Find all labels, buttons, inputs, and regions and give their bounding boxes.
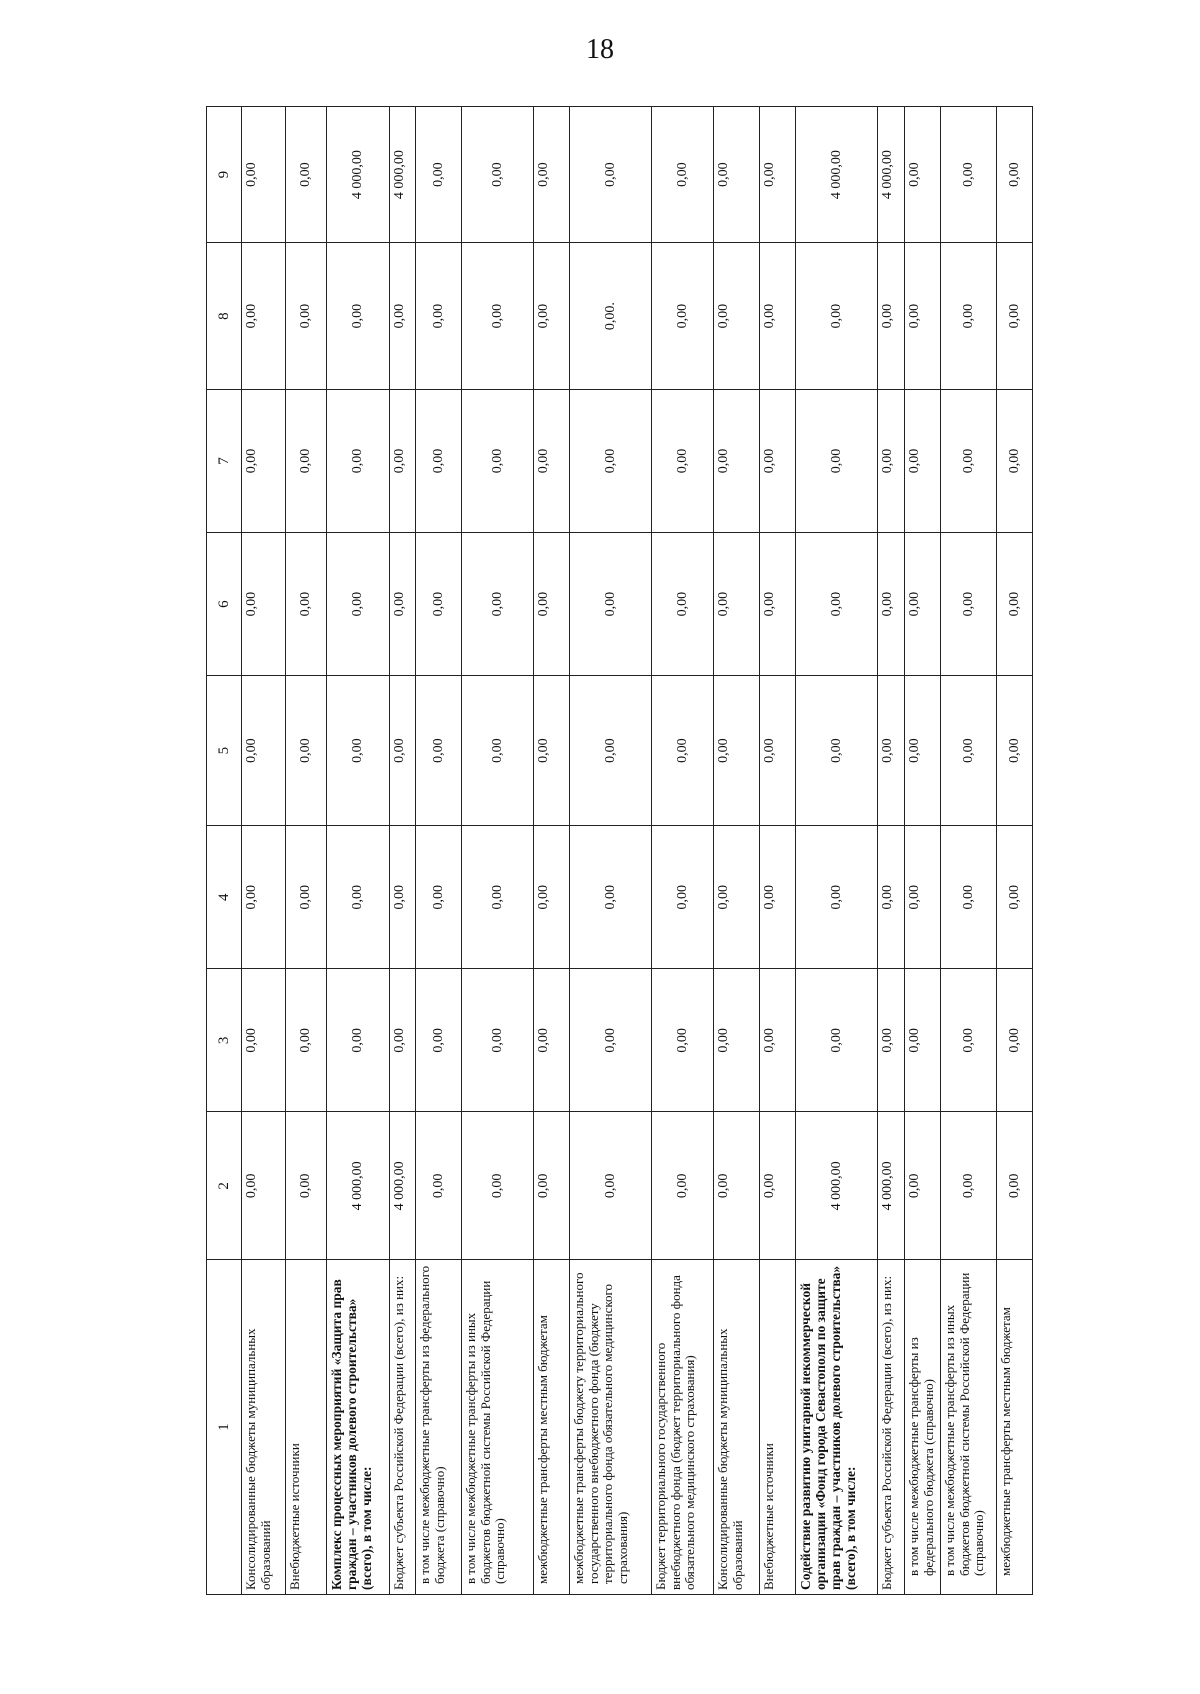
cell-value: 0,00 bbox=[878, 676, 905, 826]
cell-value: 0,00 bbox=[286, 969, 327, 1112]
cell-value: 0,00 bbox=[390, 389, 416, 532]
table-row bbox=[878, 107, 905, 1595]
cell-value: 0,00 bbox=[997, 826, 1033, 969]
cell-value: 0,00 bbox=[652, 243, 714, 390]
row-label: Внебюджетные источники bbox=[760, 1260, 796, 1595]
col-header-1: 1 bbox=[207, 1260, 242, 1595]
cell-value: 0,00 bbox=[534, 107, 570, 243]
cell-value: 0,00 bbox=[416, 533, 462, 676]
cell-value: 0,00 bbox=[462, 826, 534, 969]
table-row bbox=[327, 107, 390, 1595]
row-label: Содействие развитию унитарной некоммерческой организации «Фонд города Севастополя по защите прав граждан – участников долевого строительства» (всего), в том числе: bbox=[796, 1260, 878, 1595]
cell-value: 0,00 bbox=[327, 826, 390, 969]
cell-value: 0,00 bbox=[905, 243, 941, 390]
col-header-7: 7 bbox=[207, 389, 242, 532]
row-label: межбюджетные трансферты местным бюджетам bbox=[534, 1260, 570, 1595]
cell-value: 0,00 bbox=[570, 676, 652, 826]
cell-value: 0,00 bbox=[796, 676, 878, 826]
cell-value: 0,00 bbox=[286, 1112, 327, 1260]
rotated-table-container bbox=[206, 106, 1022, 1595]
cell-value: 0,00 bbox=[878, 826, 905, 969]
cell-value: 0,00 bbox=[242, 969, 286, 1112]
cell-value: 0,00 bbox=[714, 243, 760, 390]
table-row bbox=[416, 107, 462, 1595]
cell-value: 0,00 bbox=[714, 533, 760, 676]
cell-value: 4 000,00 bbox=[878, 1112, 905, 1260]
cell-value: 0,00 bbox=[242, 826, 286, 969]
cell-value: 0,00 bbox=[760, 533, 796, 676]
cell-value: 4 000,00 bbox=[390, 1112, 416, 1260]
cell-value: 4 000,00 bbox=[327, 107, 390, 243]
cell-value: 0,00 bbox=[462, 389, 534, 532]
cell-value: 0,00 bbox=[286, 676, 327, 826]
cell-value: 0,00 bbox=[570, 533, 652, 676]
cell-value: 0,00 bbox=[941, 969, 997, 1112]
cell-value: 4 000,00 bbox=[796, 1112, 878, 1260]
cell-value: 0,00 bbox=[941, 243, 997, 390]
cell-value: 0,00 bbox=[941, 533, 997, 676]
cell-value: 0,00 bbox=[462, 243, 534, 390]
cell-value: 0,00 bbox=[534, 243, 570, 390]
row-label: в том числе межбюджетные трансферты из федерального бюджета (справочно) bbox=[416, 1260, 462, 1595]
cell-value: 0,00 bbox=[714, 826, 760, 969]
cell-value: 0,00 bbox=[760, 107, 796, 243]
table-row bbox=[941, 107, 997, 1595]
cell-value: 0,00 bbox=[416, 676, 462, 826]
cell-value: 4 000,00 bbox=[796, 107, 878, 243]
col-header-2: 2 bbox=[207, 1112, 242, 1260]
table-row bbox=[570, 107, 652, 1595]
cell-value: 0,00 bbox=[534, 533, 570, 676]
cell-value: 0,00 bbox=[760, 389, 796, 532]
cell-value: 0,00 bbox=[714, 676, 760, 826]
cell-value: 0,00 bbox=[714, 107, 760, 243]
cell-value: 0,00 bbox=[941, 1112, 997, 1260]
cell-value: 0,00 bbox=[997, 676, 1033, 826]
cell-value: 4 000,00 bbox=[878, 107, 905, 243]
cell-value: 0,00 bbox=[286, 826, 327, 969]
cell-value: 0,00 bbox=[390, 826, 416, 969]
cell-value: 0,00 bbox=[997, 1112, 1033, 1260]
cell-value: 0,00 bbox=[570, 107, 652, 243]
cell-value: 0,00 bbox=[390, 676, 416, 826]
row-label: в том числе межбюджетные трансферты из федерального бюджета (справочно) bbox=[905, 1260, 941, 1595]
cell-value: 0,00 bbox=[286, 107, 327, 243]
cell-value: 0,00 bbox=[242, 243, 286, 390]
cell-value: 0,00 bbox=[242, 676, 286, 826]
table-row bbox=[796, 107, 878, 1595]
cell-value: 0,00 bbox=[941, 676, 997, 826]
row-label: Внебюджетные источники bbox=[286, 1260, 327, 1595]
table-row bbox=[462, 107, 534, 1595]
cell-value: 0,00 bbox=[534, 969, 570, 1112]
cell-value: 0,00 bbox=[997, 533, 1033, 676]
cell-value: 0,00 bbox=[905, 107, 941, 243]
cell-value: 0,00 bbox=[760, 676, 796, 826]
cell-value: 0,00 bbox=[997, 107, 1033, 243]
cell-value: 0,00 bbox=[905, 969, 941, 1112]
cell-value: 4 000,00 bbox=[327, 1112, 390, 1260]
cell-value: 0,00 bbox=[796, 389, 878, 532]
cell-value: 0,00 bbox=[714, 389, 760, 532]
cell-value: 0,00 bbox=[878, 969, 905, 1112]
cell-value: 0,00 bbox=[652, 969, 714, 1112]
cell-value: 0,00 bbox=[534, 1112, 570, 1260]
table-row bbox=[997, 107, 1033, 1595]
cell-value: 0,00 bbox=[905, 826, 941, 969]
cell-value: 0,00 bbox=[905, 676, 941, 826]
cell-value: 0,00 bbox=[652, 676, 714, 826]
cell-value: 0,00 bbox=[905, 389, 941, 532]
col-header-4: 4 bbox=[207, 826, 242, 969]
row-label: Бюджет субъекта Российской Федерации (всего), из них: bbox=[390, 1260, 416, 1595]
cell-value: 0,00 bbox=[878, 533, 905, 676]
cell-value: 0,00 bbox=[570, 826, 652, 969]
table-row bbox=[534, 107, 570, 1595]
cell-value: 0,00 bbox=[905, 1112, 941, 1260]
cell-value: 0,00 bbox=[242, 1112, 286, 1260]
cell-value: 0,00 bbox=[462, 533, 534, 676]
cell-value: 0,00 bbox=[286, 389, 327, 532]
row-label: в том числе межбюджетные трансферты из иных бюджетов бюджетной системы Российской Федерации (справочно) bbox=[941, 1260, 997, 1595]
table-row bbox=[286, 107, 327, 1595]
cell-value: 0,00. bbox=[570, 243, 652, 390]
row-label: Бюджет территориального государственного внебюджетного фонда (бюджет территориального фонда обязательного медицинского страхования) bbox=[652, 1260, 714, 1595]
cell-value: 0,00 bbox=[714, 1112, 760, 1260]
cell-value: 0,00 bbox=[416, 243, 462, 390]
row-label: межбюджетные трансферты местным бюджетам bbox=[997, 1260, 1033, 1595]
col-header-5: 5 bbox=[207, 676, 242, 826]
table-row bbox=[760, 107, 796, 1595]
page-number: 18 bbox=[586, 34, 614, 65]
cell-value: 0,00 bbox=[242, 389, 286, 532]
cell-value: 0,00 bbox=[416, 1112, 462, 1260]
cell-value: 0,00 bbox=[878, 389, 905, 532]
cell-value: 0,00 bbox=[760, 243, 796, 390]
row-label: Консолидированные бюджеты муниципальных образований bbox=[714, 1260, 760, 1595]
cell-value: 0,00 bbox=[714, 969, 760, 1112]
cell-value: 0,00 bbox=[760, 826, 796, 969]
cell-value: 0,00 bbox=[760, 969, 796, 1112]
cell-value: 0,00 bbox=[327, 389, 390, 532]
cell-value: 0,00 bbox=[570, 389, 652, 532]
table-row bbox=[242, 107, 286, 1595]
cell-value: 0,00 bbox=[286, 243, 327, 390]
row-label: Консолидированные бюджеты муниципальных образований bbox=[242, 1260, 286, 1595]
row-label: Комплекс процессных мероприятий «Защита прав граждан – участников долевого строительства» (всего), в том числе: bbox=[327, 1260, 390, 1595]
cell-value: 0,00 bbox=[905, 533, 941, 676]
row-label: межбюджетные трансферты бюджету территориального государственного внебюджетного фонда (бюджету территориального фонда обязательного медицинского страхования) bbox=[570, 1260, 652, 1595]
col-header-9: 9 bbox=[207, 107, 242, 243]
cell-value: 0,00 bbox=[941, 389, 997, 532]
cell-value: 0,00 bbox=[462, 107, 534, 243]
cell-value: 0,00 bbox=[652, 389, 714, 532]
cell-value: 0,00 bbox=[941, 826, 997, 969]
cell-value: 0,00 bbox=[534, 826, 570, 969]
budget-table bbox=[206, 106, 1033, 1595]
cell-value: 0,00 bbox=[796, 826, 878, 969]
cell-value: 0,00 bbox=[416, 107, 462, 243]
col-header-8: 8 bbox=[207, 243, 242, 390]
cell-value: 0,00 bbox=[327, 533, 390, 676]
col-header-6: 6 bbox=[207, 533, 242, 676]
cell-value: 0,00 bbox=[796, 533, 878, 676]
table-row bbox=[714, 107, 760, 1595]
cell-value: 0,00 bbox=[416, 969, 462, 1112]
cell-value: 0,00 bbox=[327, 243, 390, 390]
table-row bbox=[652, 107, 714, 1595]
cell-value: 0,00 bbox=[652, 826, 714, 969]
cell-value: 0,00 bbox=[462, 1112, 534, 1260]
cell-value: 0,00 bbox=[242, 107, 286, 243]
cell-value: 0,00 bbox=[796, 969, 878, 1112]
cell-value: 0,00 bbox=[242, 533, 286, 676]
cell-value: 0,00 bbox=[416, 389, 462, 532]
cell-value: 0,00 bbox=[570, 969, 652, 1112]
row-label: Бюджет субъекта Российской Федерации (всего), из них: bbox=[878, 1260, 905, 1595]
col-header-3: 3 bbox=[207, 969, 242, 1112]
cell-value: 0,00 bbox=[462, 676, 534, 826]
cell-value: 0,00 bbox=[286, 533, 327, 676]
cell-value: 0,00 bbox=[534, 676, 570, 826]
cell-value: 0,00 bbox=[997, 969, 1033, 1112]
cell-value: 0,00 bbox=[534, 389, 570, 532]
cell-value: 0,00 bbox=[390, 969, 416, 1112]
cell-value: 0,00 bbox=[760, 1112, 796, 1260]
cell-value: 0,00 bbox=[327, 676, 390, 826]
cell-value: 0,00 bbox=[652, 1112, 714, 1260]
cell-value: 4 000,00 bbox=[390, 107, 416, 243]
cell-value: 0,00 bbox=[652, 107, 714, 243]
cell-value: 0,00 bbox=[941, 107, 997, 243]
header-row bbox=[207, 107, 242, 1595]
cell-value: 0,00 bbox=[462, 969, 534, 1112]
cell-value: 0,00 bbox=[327, 969, 390, 1112]
table-row bbox=[905, 107, 941, 1595]
cell-value: 0,00 bbox=[570, 1112, 652, 1260]
cell-value: 0,00 bbox=[652, 533, 714, 676]
row-label: в том числе межбюджетные трансферты из иных бюджетов бюджетной системы Российской Федерации (справочно) bbox=[462, 1260, 534, 1595]
cell-value: 0,00 bbox=[997, 389, 1033, 532]
cell-value: 0,00 bbox=[390, 243, 416, 390]
cell-value: 0,00 bbox=[878, 243, 905, 390]
cell-value: 0,00 bbox=[796, 243, 878, 390]
cell-value: 0,00 bbox=[997, 243, 1033, 390]
table-row bbox=[390, 107, 416, 1595]
cell-value: 0,00 bbox=[390, 533, 416, 676]
cell-value: 0,00 bbox=[416, 826, 462, 969]
